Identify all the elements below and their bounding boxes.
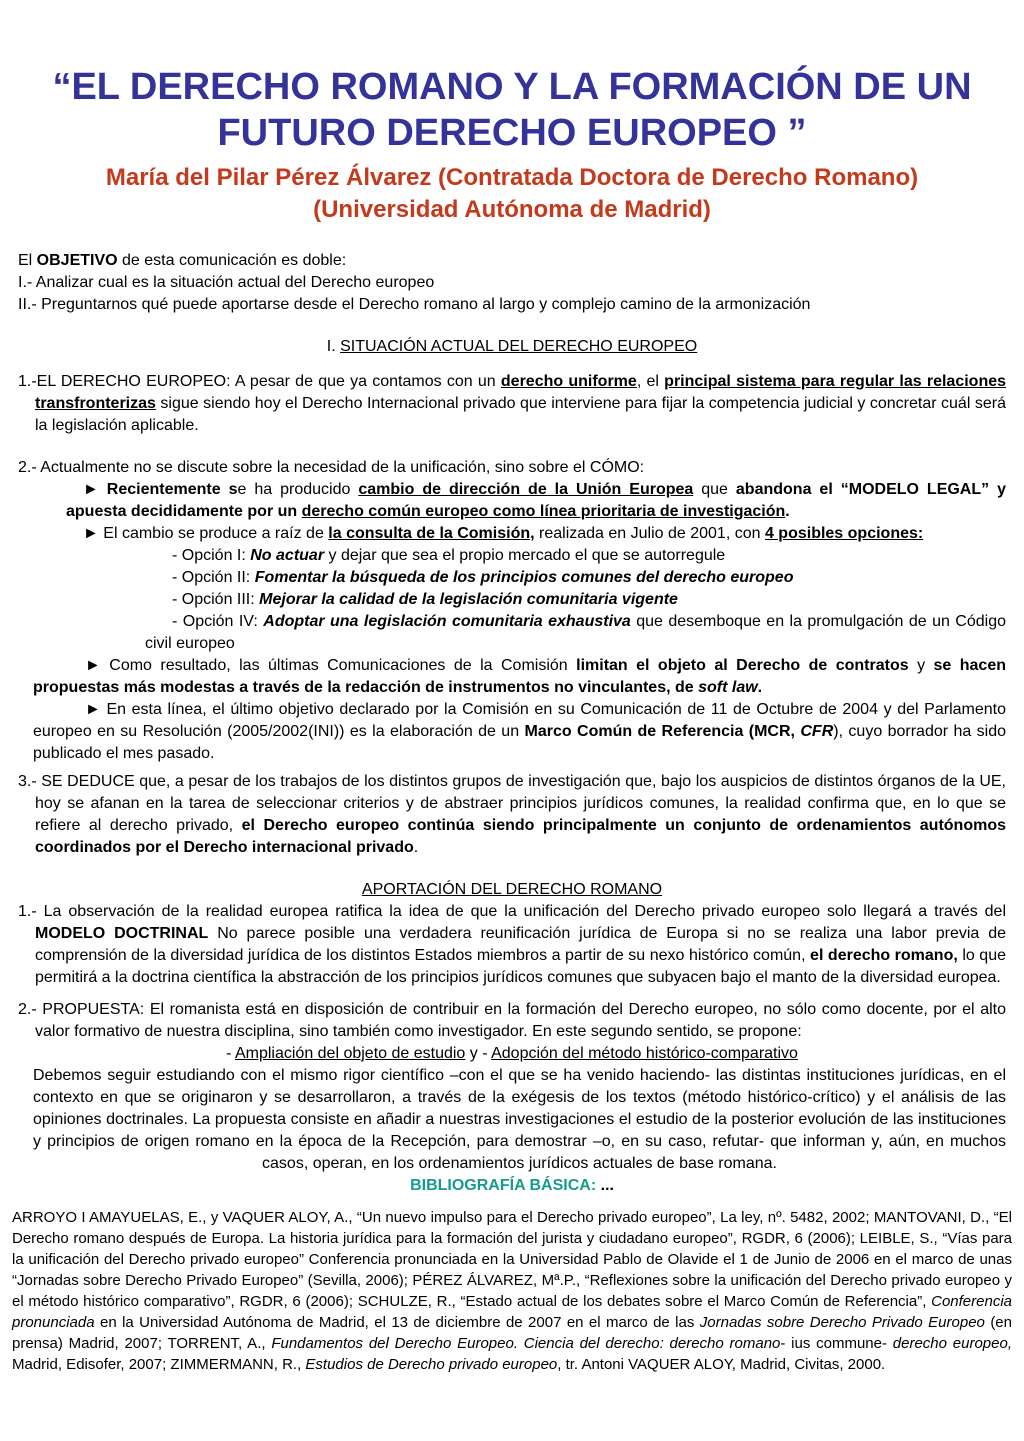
numbered-paragraph-1: 1.-EL DERECHO EUROPEO: A pesar de que ya contamos con un derecho uniforme, el principal sistema para regular las relaciones transfronterizas sigue siendo hoy el Derecho Internacional privado que interviene para fijar la competencia judicial y concretar cuál será la legislación aplicable.: [18, 373, 1007, 434]
author-subtitle: [18, 162, 1006, 226]
option-3: - Opción III: Mejorar la calidad de la legislación comunitaria vigente: [172, 591, 678, 608]
option-1: - Opción I: No actuar y dejar que sea el propio mercado el que se autorregule: [172, 547, 726, 564]
propuesta-methods-line: - Ampliación del objeto de estudio y - Adopción del método histórico-comparativo: [226, 1045, 798, 1062]
objective-line: El OBJETIVO de esta comunicación es doble:: [18, 252, 347, 269]
option-2: - Opción II: Fomentar la búsqueda de los principios comunes del derecho europeo: [172, 569, 794, 586]
bibliography-text: ARROYO I AMAYUELAS, E., y VAQUER ALOY, A., “Un nuevo impulso para el Derecho privado europeo”, La ley, nº. 5482, 2002; MANTOVANI, D., “El Derecho romano después de Europa. La historia jurídica para la formación del jurista y ciudadano europeo”, RGDR, 6 (2006); LEIBLE, S., “Vías para la unificación del Derecho privado europeo” Conferencia pronunciada en la Universidad Pablo de Olavide el 1 de Junio de 2006 en el marco de unas “Jornadas sobre Derecho Privado Europeo” (Sevilla, 2006); PÉREZ ÁLVAREZ, Mª.P., “Reflexiones sobre la unificación del Derecho privado europeo y el método histórico comparativo”, RGDR, 6 (2006); SCHULZE, R., “Estado actual de los debates sobre el Marco Común de Referencia”, Conferencia pronunciada en la Universidad Autónoma de Madrid, el 13 de diciembre de 2007 en el marco de las Jornadas sobre Derecho Privado Europeo (en prensa) Madrid, 2007; TORRENT, A., Fundamentos del Derecho Europeo. Ciencia del derecho: derecho romano- ius commune- derecho europeo, Madrid, Edisofer, 2007; ZIMMERMANN, R., Estudios de Derecho privado europeo, tr. Antoni VAQUER ALOY, Madrid, Civitas, 2000.: [12, 1209, 1012, 1373]
intro-block: [18, 250, 1006, 316]
option-4: - Opción IV: Adoptar una legislación comunitaria exhaustiva que desemboque en la promulgación de un Código civil europeo: [145, 613, 1007, 652]
objective-item-2: II.- Preguntarnos qué puede aportarse desde el Derecho romano al largo y complejo camino de la armonización: [18, 296, 811, 313]
main-title: [18, 64, 1006, 156]
debemos-paragraph: Debemos seguir estudiando con el mismo rigor científico –con el que se ha venido haciendo- las distintas instituciones jurídicas, en el contexto en que se originaron y se desarrollaron, a través de la exégesis de los textos (método histórico-crítico) y el análisis de las opiniones doctrinales. La propuesta consiste en añadir a nuestras investigaciones el estudio de la posterior evolución de las instituciones y principios de origen romano en la época de la Recepción, para demostrar –o, en su caso, refutar- que informan y, aún, en muchos casos, operan, en los ordenamientos jurídicos actuales de base romana.: [33, 1067, 1006, 1172]
bullet-recientemente: ► Recientemente se ha producido cambio de dirección de la Unión Europea que abandona el “MODELO LEGAL” y apuesta decididamente por un derecho común europeo como línea prioritaria de investigación.: [66, 481, 1006, 520]
author-line: María del Pilar Pérez Álvarez (Contratada Doctora de Derecho Romano): [105, 164, 919, 191]
numbered-paragraph-2-intro: 2.- Actualmente no se discute sobre la necesidad de la unificación, sino sobre el CÓMO:: [18, 459, 645, 476]
bibliography-heading: BIBLIOGRAFÍA BÁSICA: ...: [410, 1177, 614, 1194]
aportacion-paragraph-1: 1.- La observación de la realidad europea ratifica la idea de que la unificación del Derecho privado europeo solo llegará a través del MODELO DOCTRINAL No parece posible una verdadera reunificación jurídica de Europa si no se realiza una labor previa de comprensión de la diversidad jurídica de los distintos Estados miembros a partir de su nexo histórico común, el derecho romano, lo que permitirá a la doctrina científica la abstracción de los principios jurídicos comunes que subyacen bajo el manto de la diversidad europea.: [18, 903, 1007, 986]
bullet-en-esta-linea: ► En esta línea, el último objetivo declarado por la Comisión en su Comunicación de 11 de Octubre de 2004 y del Parlamento europeo en su Resolución (2005/2002(INI)) es la elaboración de un Marco Común de Referencia (MCR, CFR), cuyo borrador ha sido publicado el mes pasado.: [33, 701, 1007, 762]
section-heading-aportacion: APORTACIÓN DEL DERECHO ROMANO: [361, 881, 663, 898]
numbered-paragraph-3: 3.- SE DEDUCE que, a pesar de los trabajos de los distintos grupos de investigación que, bajo los auspicios de distintos órganos de la UE, hoy se afanan en la tarea de seleccionar criterios y de abstraer principios jurídicos comunes, la realidad confirma que, en lo que se refiere al derecho privado, el Derecho europeo continúa siendo principalmente un conjunto de ordenamientos autónomos coordinados por el Derecho internacional privado.: [18, 773, 1006, 856]
main-title-line-2: FUTURO DERECHO EUROPEO ”: [217, 112, 807, 154]
bullet-como-resultado: ► Como resultado, las últimas Comunicaciones de la Comisión limitan el objeto al Derecho de contratos y se hacen propuestas más modestas a través de la redacción de instrumentos no vinculantes, de soft law.: [33, 657, 1006, 696]
section-heading-situacion: I. SITUACIÓN ACTUAL DEL DERECHO EUROPEO: [326, 338, 698, 355]
objective-item-1: I.- Analizar cual es la situación actual del Derecho europeo: [18, 274, 435, 291]
bullet-el-cambio: ► El cambio se produce a raíz de la consulta de la Comisión, realizada en Julio de 2001, con 4 posibles opciones:: [83, 525, 924, 542]
main-title-line-1: “EL DERECHO ROMANO Y LA FORMACIÓN DE UN: [52, 66, 972, 108]
propuesta-paragraph: 2.- PROPUESTA: El romanista está en disposición de contribuir en la formación del Derecho europeo, no sólo como docente, por el alto valor formativo de nuestra disciplina, sino también como investigador. En este segundo sentido, se propone:: [18, 1001, 1006, 1040]
university-line: (Universidad Autónoma de Madrid): [313, 196, 711, 223]
